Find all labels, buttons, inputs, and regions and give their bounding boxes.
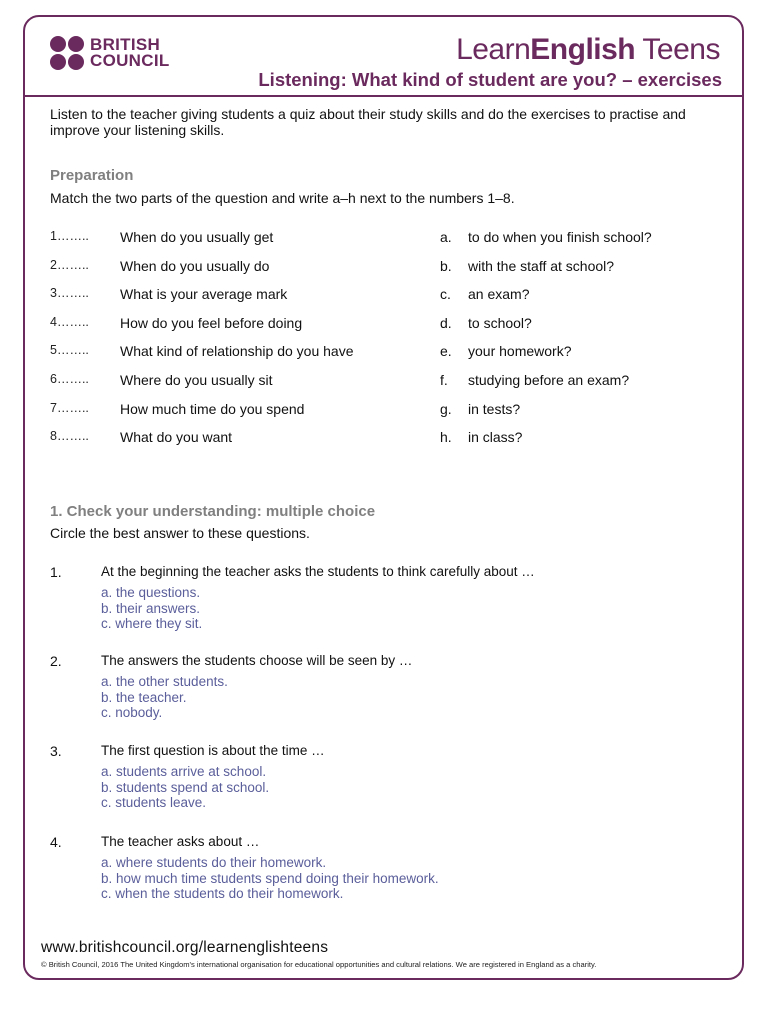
match-row — [50, 429, 720, 449]
preparation-instruction: Match the two parts of the question and write a–h next to the numbers 1–8. — [50, 190, 515, 206]
match-letter: b. — [440, 257, 452, 274]
answer-option[interactable]: a. the questions. — [101, 585, 201, 600]
british-council-logo — [50, 36, 170, 70]
question-text: At the beginning the teacher asks the students to think carefully about … — [101, 564, 535, 579]
mc-question — [50, 653, 720, 733]
answer-option[interactable]: b. students spend at school. — [101, 779, 270, 795]
match-question-start: What is your average mark — [120, 286, 288, 303]
match-letter: a. — [440, 229, 452, 245]
question-number: 3. — [50, 743, 62, 759]
match-question-start: When do you usually do — [120, 257, 270, 274]
page-title: Listening: What kind of student are you? – exercises — [258, 69, 722, 90]
match-row — [50, 286, 720, 306]
answer-options — [101, 585, 202, 632]
match-number-blank[interactable]: 7…….. — [50, 400, 89, 415]
british-council-dots-icon — [50, 36, 84, 70]
match-question-end: an exam? — [468, 286, 530, 303]
match-row — [50, 315, 720, 335]
multiple-choice-heading: 1. Check your understanding: multiple choice — [50, 503, 376, 520]
match-question-start: What kind of relationship do you have — [120, 343, 354, 360]
match-row — [50, 258, 720, 278]
header-divider — [23, 95, 744, 97]
match-number-blank[interactable]: 4…….. — [50, 314, 89, 329]
match-number-blank[interactable]: 6…….. — [50, 372, 89, 386]
mc-question — [50, 743, 720, 823]
match-question-end: in class? — [468, 429, 523, 446]
match-row — [50, 401, 720, 421]
preparation-heading: Preparation — [50, 167, 134, 184]
question-number: 4. — [50, 834, 62, 850]
footer-url[interactable]: www.britishcouncil.org/learnenglishteens — [41, 939, 329, 956]
match-question-end: with the staff at school? — [468, 257, 615, 274]
answer-option[interactable]: a. the other students. — [101, 674, 228, 689]
answer-options — [101, 855, 439, 902]
match-row — [50, 372, 720, 392]
mc-question — [50, 564, 720, 644]
match-number-blank[interactable]: 5…….. — [50, 343, 89, 358]
intro-text: Listen to the teacher giving students a quiz about their study skills and do the exercises to practise and improve your listening skills. — [50, 106, 686, 138]
brand-line-1: BRITISH — [90, 35, 161, 54]
match-letter: g. — [440, 400, 452, 417]
question-text: The teacher asks about … — [101, 834, 260, 849]
answer-option[interactable]: c. nobody. — [101, 705, 163, 721]
match-question-end: studying before an exam? — [468, 372, 630, 388]
match-question-start: Where do you usually sit — [120, 372, 273, 388]
answer-options — [101, 764, 269, 811]
match-row — [50, 343, 720, 363]
match-number-blank[interactable]: 3…….. — [50, 286, 89, 301]
brand-line-2: COUNCIL — [90, 51, 170, 70]
answer-option[interactable]: a. students arrive at school. — [101, 764, 267, 779]
answer-option[interactable]: a. where students do their homework. — [101, 855, 327, 870]
match-row — [50, 229, 720, 249]
match-number-blank[interactable]: 1…….. — [50, 229, 89, 243]
match-question-end: your homework? — [468, 343, 572, 360]
match-question-start: How much time do you spend — [120, 400, 305, 417]
answer-option[interactable]: c. where they sit. — [101, 616, 203, 632]
question-text: The answers the students choose will be seen by … — [101, 653, 413, 668]
mc-question — [50, 834, 720, 914]
match-question-start: How do you feel before doing — [120, 314, 303, 331]
match-question-end: to do when you finish school? — [468, 229, 652, 245]
question-number: 2. — [50, 653, 62, 669]
answer-option[interactable]: c. students leave. — [101, 795, 207, 811]
question-number: 1. — [50, 564, 62, 580]
match-question-end: to school? — [468, 314, 532, 331]
multiple-choice-instruction: Circle the best answer to these questions. — [50, 525, 310, 541]
question-text: The first question is about the time … — [101, 743, 325, 758]
answer-option[interactable]: b. their answers. — [101, 600, 201, 616]
answer-option[interactable]: b. the teacher. — [101, 689, 187, 705]
answer-option[interactable]: c. when the students do their homework. — [101, 886, 344, 902]
answer-options — [101, 674, 228, 721]
match-letter: c. — [440, 286, 451, 303]
learnenglish-teens-logo: LearnEnglish Teens — [456, 33, 720, 66]
footer-copyright: © British Council, 2016 The United Kingdom's international organisation for educational opportunities and cultural relations. We are registered in England as a charity. — [41, 960, 597, 969]
match-letter: e. — [440, 343, 452, 360]
match-letter: d. — [440, 314, 452, 331]
match-question-start: When do you usually get — [120, 229, 274, 245]
match-letter: f. — [440, 372, 448, 388]
answer-option[interactable]: b. how much time students spend doing their homework. — [101, 870, 439, 886]
match-question-end: in tests? — [468, 400, 521, 417]
match-number-blank[interactable]: 2…….. — [50, 257, 89, 272]
match-number-blank[interactable]: 8…….. — [50, 429, 89, 444]
match-letter: h. — [440, 429, 452, 446]
match-question-start: What do you want — [120, 429, 233, 446]
